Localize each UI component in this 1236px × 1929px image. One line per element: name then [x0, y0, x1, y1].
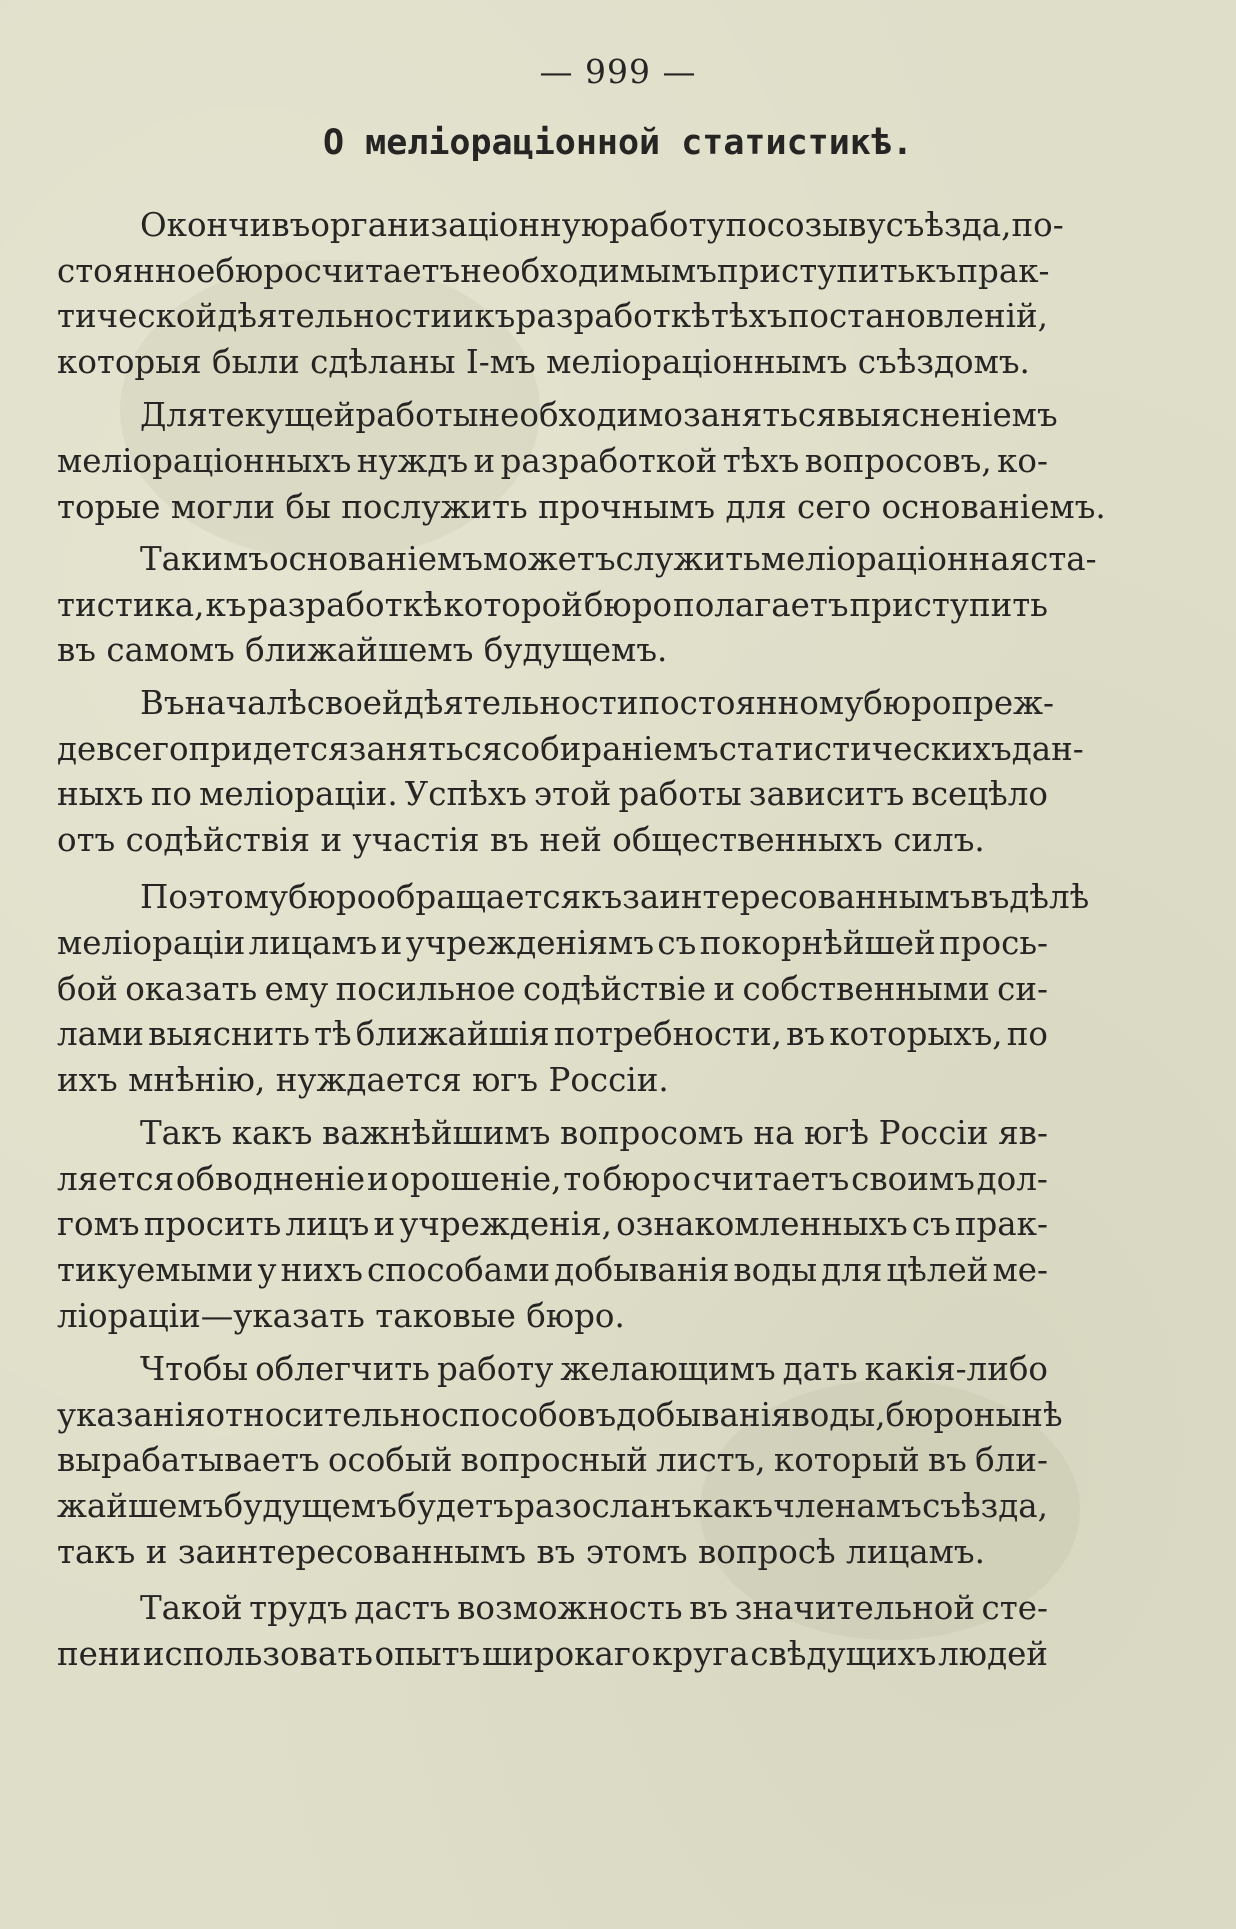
- text-line: стоянное бюро считаетъ необходимымъ приступить къ прак-: [57, 251, 1050, 290]
- paragraph: [57, 681, 1084, 863]
- text-line: отъ содѣйствія и участія въ ней общественныхъ силъ.: [57, 820, 985, 859]
- article-title: О меліораціонной статистикѣ.: [322, 123, 913, 163]
- text-line: Въ началѣ своей дѣятельности постоянному бюро преж-: [140, 683, 1055, 722]
- text-line: ныхъ по меліораціи. Успѣхъ этой работы зависитъ всецѣло: [57, 775, 1048, 814]
- page-number: — 999 —: [539, 52, 697, 91]
- text-line: Такимъ основаніемъ можетъ служить меліораціонная ста-: [140, 540, 1097, 579]
- text-line: указанія относительно способовъ добыванія воды, бюро нынѣ: [57, 1395, 1063, 1434]
- text-line: въ самомъ ближайшемъ будущемъ.: [57, 631, 668, 670]
- paragraph: [57, 1111, 1048, 1339]
- text-line: меліораціи лицамъ и учрежденіямъ съ покорнѣйшей прось-: [57, 923, 1048, 962]
- text-line: Такой трудъ дастъ возможность въ значительной сте-: [140, 1589, 1048, 1628]
- text-line: де всего придется заняться собираніемъ статистическихъ дан-: [57, 729, 1084, 768]
- text-line: гомъ просить лицъ и учрежденія, ознакомленныхъ съ прак-: [57, 1205, 1048, 1244]
- text-line: Такъ какъ важнѣйшимъ вопросомъ на югѣ Россіи яв-: [140, 1114, 1048, 1153]
- paragraph: [57, 1586, 1048, 1677]
- text-line: ихъ мнѣнію, нуждается югъ Россіи.: [57, 1060, 669, 1099]
- article-body: [57, 203, 1106, 1677]
- paragraph: [57, 537, 1097, 674]
- text-line: ляется обводненіе и орошеніе, то бюро считаетъ своимъ дол-: [57, 1159, 1048, 1198]
- text-line: бой оказать ему посильное содѣйствіе и собственными си-: [57, 969, 1048, 1008]
- text-line: Для текущей работы необходимо заняться выясненіемъ: [140, 396, 1058, 435]
- text-line: тикуемыми у нихъ способами добыванія воды для цѣлей ме-: [57, 1251, 1048, 1290]
- text-line: тистика, къ разработкѣ которой бюро полагаетъ приступить: [57, 585, 1048, 624]
- text-line: меліораціонныхъ нуждъ и разработкой тѣхъ вопросовъ, ко-: [57, 441, 1048, 480]
- paragraph: [57, 203, 1064, 385]
- text-line: такъ и заинтересованнымъ въ этомъ вопросѣ лицамъ.: [57, 1532, 985, 1571]
- text-line: Окончивъ организаціонную работу по созыву съѣзда, по-: [140, 206, 1064, 244]
- paragraph: [57, 875, 1090, 1103]
- text-line: вырабатываетъ особый вопросный листъ, который въ бли-: [57, 1441, 1048, 1480]
- text-line: Чтобы облегчить работу желающимъ дать какія-либо: [140, 1350, 1048, 1389]
- text-line: торые могли бы послужить прочнымъ для сего основаніемъ.: [57, 487, 1106, 526]
- text-line: лами выяснить тѣ ближайшія потребности, въ которыхъ, по: [57, 1015, 1048, 1054]
- text-line: Поэтому бюро обращается къ заинтересованнымъ въ дѣлѣ: [140, 878, 1090, 917]
- text-line: которыя были сдѣланы I-мъ меліораціоннымъ съѣздомъ.: [57, 342, 1030, 381]
- text-line: тической дѣятельности и къ разработкѣ тѣхъ постановленій,: [57, 297, 1048, 336]
- text-line: ліораціи—указать таковые бюро.: [57, 1296, 625, 1335]
- text-line: жайшемъ будущемъ будетъ разосланъ какъ членамъ съѣзда,: [57, 1487, 1048, 1526]
- text-line: пени использовать опытъ широкаго круга свѣдущихъ людей: [57, 1634, 1048, 1673]
- paragraph: [57, 393, 1106, 530]
- paragraph: [57, 1347, 1063, 1575]
